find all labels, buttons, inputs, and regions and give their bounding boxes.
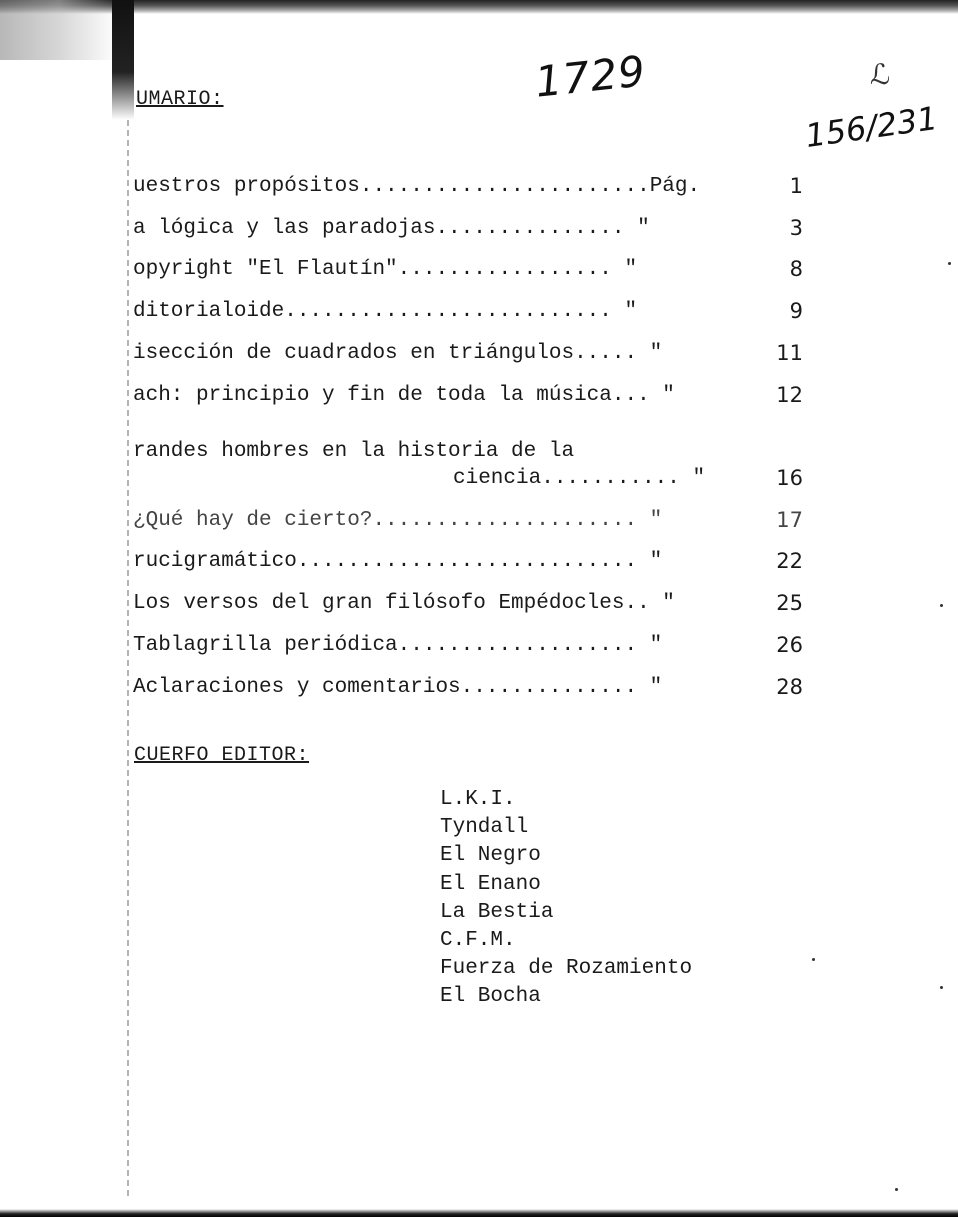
toc-entry-title: Aclaraciones y comentarios.............. " bbox=[133, 675, 663, 699]
toc-row bbox=[133, 240, 803, 282]
toc-entry-title: Los versos del gran filósofo Empédocles.. " bbox=[133, 592, 675, 616]
toc-entry-title: a lógica y las paradojas............... " bbox=[133, 216, 650, 240]
toc-entry-title bbox=[133, 440, 733, 490]
toc-entry-page: 17 bbox=[776, 507, 803, 532]
editor-name: Fuerza de Rozamiento bbox=[440, 957, 693, 981]
handwritten-corner-mark: ℒ bbox=[870, 58, 891, 91]
toc-entry-page: 12 bbox=[776, 382, 803, 407]
toc-entry-title: opyright "El Flautín"................. " bbox=[133, 258, 638, 282]
toc-entry-page: 25 bbox=[776, 591, 803, 616]
toc-row bbox=[133, 407, 803, 490]
speck bbox=[940, 986, 943, 989]
toc-row bbox=[133, 490, 803, 532]
toc-row bbox=[133, 323, 803, 365]
toc-row bbox=[133, 532, 803, 574]
speck bbox=[895, 1188, 898, 1191]
scan-edge-left-bar bbox=[112, 0, 134, 120]
toc-entry-title-line1: randes hombres en la historia de la bbox=[133, 439, 575, 463]
editor-name: El Negro bbox=[440, 844, 541, 868]
toc-entry-title: ¿Qué hay de cierto?..................... " bbox=[133, 508, 663, 532]
editor-name: Tyndall bbox=[440, 816, 529, 840]
scan-edge-bottom bbox=[0, 1209, 958, 1217]
speck bbox=[940, 604, 943, 607]
toc-row bbox=[133, 281, 803, 323]
toc-entry-page: 16 bbox=[776, 465, 803, 490]
editorial-board-list bbox=[440, 786, 692, 1012]
toc-entry-title: isección de cuadrados en triángulos..... " bbox=[133, 341, 663, 365]
editorial-board-heading: CUERFO EDITOR: bbox=[134, 744, 310, 767]
toc-entry-title: rucigramático........................... " bbox=[133, 550, 663, 574]
editor-name: L.K.I. bbox=[440, 788, 516, 811]
page-margin-line bbox=[127, 120, 129, 1200]
toc-entry-page: 1 bbox=[789, 173, 803, 198]
summary-heading: UMARIO: bbox=[136, 88, 224, 111]
toc-row bbox=[133, 365, 803, 407]
table-of-contents bbox=[133, 156, 803, 699]
toc-entry-page: 26 bbox=[776, 632, 803, 657]
toc-entry-title: ach: principio y fin de toda la música... " bbox=[133, 383, 675, 407]
toc-entry-title: uestros propósitos.......................Pág. bbox=[133, 174, 701, 198]
toc-entry-page: 28 bbox=[776, 674, 803, 699]
editor-name: La Bestia bbox=[440, 900, 554, 924]
toc-row bbox=[133, 198, 803, 240]
scan-edge-left-shadow bbox=[0, 0, 118, 60]
toc-entry-page: 11 bbox=[776, 340, 803, 365]
handwritten-reference: 156/231 bbox=[803, 98, 940, 156]
speck bbox=[948, 262, 951, 265]
editor-name: El Enano bbox=[440, 872, 541, 896]
scan-edge-top bbox=[0, 0, 958, 14]
toc-row bbox=[133, 156, 803, 198]
speck bbox=[812, 958, 815, 961]
toc-entry-title-line2: ciencia........... " bbox=[453, 466, 706, 490]
toc-entry-page: 22 bbox=[776, 549, 803, 574]
toc-entry-page: 8 bbox=[789, 257, 803, 282]
toc-row bbox=[133, 657, 803, 699]
toc-entry-page: 3 bbox=[789, 215, 803, 240]
toc-entry-page: 9 bbox=[789, 299, 803, 324]
editor-name: El Bocha bbox=[440, 985, 541, 1009]
toc-entry-title: ditorialoide.......................... " bbox=[133, 300, 638, 324]
toc-entry-title: Tablagrilla periódica................... " bbox=[133, 633, 663, 657]
toc-row bbox=[133, 615, 803, 657]
handwritten-number: 1729 bbox=[532, 46, 649, 107]
editor-name: C.F.M. bbox=[440, 929, 516, 953]
toc-row bbox=[133, 573, 803, 615]
